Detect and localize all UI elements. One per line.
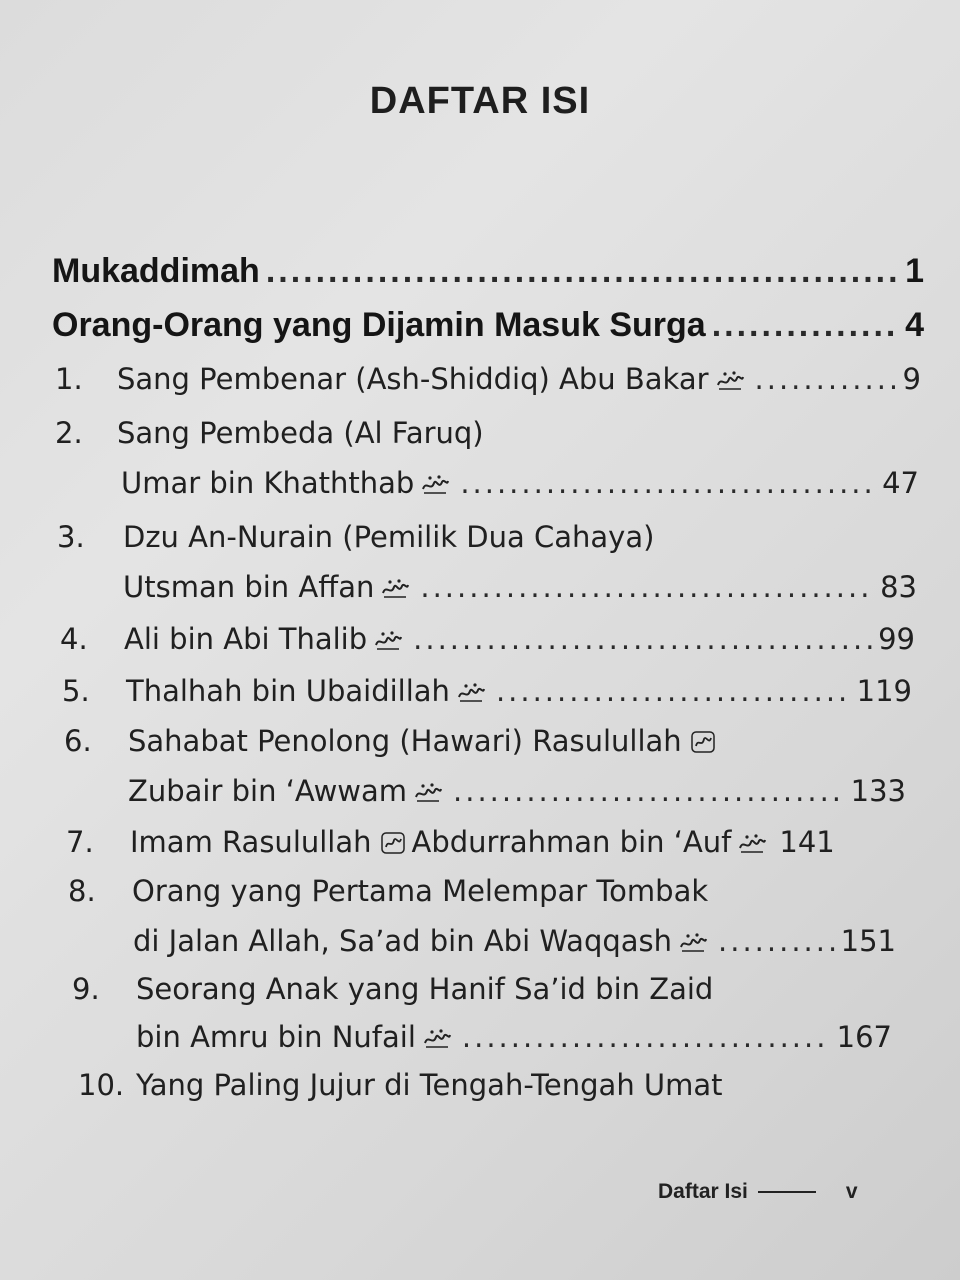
dot-leader — [496, 674, 851, 708]
toc-entry-title: bin Amru bin Nufail — [136, 1020, 416, 1054]
dot-leader — [413, 622, 872, 656]
toc-entry-title: Dzu An-Nurain (Pemilik Dua Cahaya) — [123, 520, 655, 554]
honorific-glyph-icon — [715, 365, 745, 389]
page-number: v — [845, 1180, 858, 1203]
toc-entry-6-line1[interactable] — [64, 724, 910, 758]
dot-leader — [420, 570, 874, 604]
honorific-glyph-icon — [688, 727, 718, 751]
dot-leader — [755, 362, 897, 396]
toc-entry-number: 2. — [55, 416, 83, 450]
toc-entry-title: Utsman bin Affan — [123, 570, 375, 604]
toc-entry-title: Seorang Anak yang Hanif Sa’id bin Zaid — [136, 972, 714, 1006]
toc-entry-number: 3. — [57, 520, 85, 554]
dot-leader — [460, 466, 876, 500]
toc-entry-page: 47 — [882, 466, 919, 500]
toc-entry-title: Abdurrahman bin ‘Auf — [411, 825, 732, 859]
toc-entry-8-line1[interactable] — [68, 874, 898, 908]
dot-leader — [712, 306, 899, 345]
honorific-glyph-icon — [413, 777, 443, 801]
toc-entry-number: 5. — [62, 674, 90, 708]
toc-entry-page: 9 — [902, 362, 921, 396]
footer-label: Daftar Isi — [658, 1180, 748, 1203]
toc-entry-number: 4. — [60, 622, 88, 656]
toc-entry-page: 167 — [836, 1020, 892, 1054]
toc-entry-1[interactable] — [55, 362, 921, 396]
toc-entry-number: 1. — [55, 362, 83, 396]
toc-entry-4[interactable] — [60, 622, 915, 656]
honorific-glyph-icon — [380, 573, 410, 597]
toc-entry-5[interactable] — [62, 674, 912, 708]
page-footer — [658, 1180, 858, 1204]
page-title: DAFTAR ISI — [369, 80, 591, 122]
toc-entry-page: 119 — [856, 674, 912, 708]
toc-entry-3-line1[interactable] — [57, 520, 917, 554]
toc-entry-title: Sang Pembenar (Ash-Shiddiq) Abu Bakar — [117, 362, 709, 396]
toc-entry-10[interactable] — [78, 1068, 878, 1102]
toc-entry-number: 6. — [64, 724, 92, 758]
honorific-glyph-icon — [737, 828, 767, 852]
toc-entry-6-line2[interactable] — [128, 774, 906, 808]
toc-entry-page: 151 — [840, 924, 896, 958]
toc-entry-number: 10. — [78, 1068, 125, 1102]
toc-entry-page: 1 — [905, 252, 924, 290]
honorific-glyph-icon — [373, 625, 403, 649]
toc-entry-2-line1[interactable] — [55, 416, 921, 450]
honorific-glyph-icon — [420, 469, 450, 493]
toc-entry-number: 7. — [66, 825, 94, 859]
toc-entry-title: Ali bin Abi Thalib — [124, 622, 368, 656]
toc-entry-title: Yang Paling Jujur di Tengah-Tengah Umat — [136, 1068, 723, 1102]
honorific-glyph-icon — [378, 828, 408, 852]
toc-entry-9-line2[interactable] — [136, 1020, 892, 1054]
toc-entry-title: Zubair bin ‘Awwam — [128, 774, 408, 808]
toc-entry-2-line2[interactable] — [121, 466, 919, 500]
dot-leader — [462, 1020, 831, 1054]
dot-leader — [453, 774, 845, 808]
toc-entry-orang-orang[interactable] — [52, 306, 924, 345]
toc-entry-title: di Jalan Allah, Sa’ad bin Abi Waqqash — [133, 924, 673, 958]
toc-entry-page: 133 — [850, 774, 906, 808]
honorific-glyph-icon — [456, 677, 486, 701]
toc-entry-7[interactable] — [66, 825, 902, 859]
toc-entry-page: 99 — [878, 622, 915, 656]
toc-entry-title: Mukaddimah — [52, 252, 260, 290]
toc-entry-number: 9. — [72, 972, 100, 1006]
dot-leader — [718, 924, 835, 958]
toc-entry-mukaddimah[interactable] — [52, 252, 924, 291]
toc-entry-title: Sang Pembeda (Al Faruq) — [117, 416, 484, 450]
footer-rule — [758, 1191, 816, 1193]
honorific-glyph-icon — [678, 927, 708, 951]
toc-entry-page: 83 — [880, 570, 917, 604]
toc-entry-page: 4 — [905, 306, 924, 344]
toc-entry-8-line2[interactable] — [133, 924, 896, 958]
dot-leader — [266, 252, 899, 291]
toc-entry-title: Orang-Orang yang Dijamin Masuk Surga — [52, 306, 706, 344]
toc-entry-title: Sahabat Penolong (Hawari) Rasulullah — [128, 724, 682, 758]
toc-entry-title: Orang yang Pertama Melempar Tombak — [132, 874, 709, 908]
toc-entry-title: Imam Rasulullah — [130, 825, 372, 859]
toc-entry-title: Umar bin Khaththab — [121, 466, 415, 500]
toc-entry-number: 8. — [68, 874, 96, 908]
toc-entry-page: 141 — [779, 825, 835, 859]
toc-entry-title: Thalhah bin Ubaidillah — [126, 674, 450, 708]
toc-entry-3-line2[interactable] — [123, 570, 917, 604]
toc-entry-9-line1[interactable] — [72, 972, 892, 1006]
honorific-glyph-icon — [422, 1023, 452, 1047]
